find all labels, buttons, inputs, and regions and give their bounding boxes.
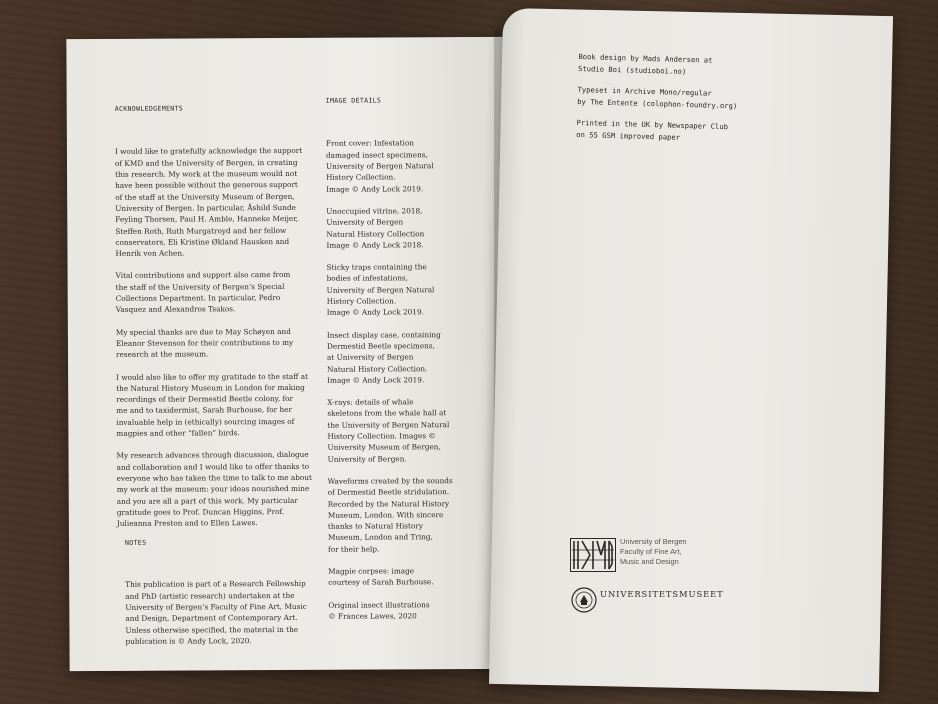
acknowledgements-line: Collections Department. In particular, Pedro — [115, 293, 281, 303]
acknowledgements-line: and collaboration and I would like to offer thanks to — [116, 461, 310, 472]
image-details-paragraph — [328, 475, 453, 555]
image-details-line: Insect display case, containing — [326, 329, 441, 340]
acknowledgements-line: magpies and other “fallen” birds. — [116, 428, 240, 438]
acknowledgements-heading: ACKNOWLEDGEMENTS — [114, 104, 184, 113]
image-details-line: courtesy of Sarah Burhouse. — [328, 577, 434, 588]
acknowledgements-paragraph — [116, 370, 312, 439]
acknowledgements-line: I would also like to offer my gratitude to the staff at — [116, 371, 309, 382]
image-details-line: skeletons from the whale hall at — [327, 408, 447, 419]
image-details-line: History Collection. Images © — [327, 431, 436, 441]
acknowledgements-line: invaluable help in (ethically) sourcing images of — [116, 416, 295, 427]
colophon-paragraph — [578, 51, 739, 78]
acknowledgements-line: everyone who has taken the time to talk to me about — [116, 472, 312, 483]
university-logo-line: University of Bergen — [620, 537, 687, 546]
acknowledgements-line: Steffen Roth, Ruth Murgatroyd and her fellow — [115, 225, 287, 236]
notes-line: University of Bergen’s Faculty of Fine Art, Music — [125, 601, 307, 612]
acknowledgements-paragraph — [115, 145, 311, 259]
notes-paragraph — [125, 578, 307, 647]
image-details-line: X-rays: details of whale — [327, 397, 414, 407]
image-details-line: Museum, London and Tring, — [327, 532, 433, 543]
acknowledgements-paragraph — [116, 269, 311, 315]
image-details-line: bodies of infestations, — [326, 273, 409, 284]
image-details-paragraph — [327, 261, 452, 318]
image-details-line: University of Bergen — [326, 217, 404, 228]
image-details-body — [326, 138, 454, 622]
acknowledgements-line: Julieanna Preston and to Ellen Lawes. — [116, 518, 258, 528]
image-details-line: Image © Andy Lock 2019. — [326, 183, 424, 194]
image-details-line: Image © Andy Lock 2018. — [326, 240, 424, 250]
image-details-line: Dermestid Beetle specimens, — [326, 341, 435, 351]
notes-body — [125, 578, 307, 647]
acknowledgements-paragraph — [116, 326, 311, 361]
notes-section — [125, 514, 307, 681]
image-details-paragraph — [326, 205, 451, 251]
image-details-line: for their help. — [327, 544, 380, 554]
image-details-line: Natural History Collection — [326, 228, 425, 239]
colophon-line: Book design by Mads Andersen at — [578, 52, 713, 65]
image-details-line: History Collection. — [326, 296, 397, 306]
notes-line: This publication is part of a Research Fellowship — [125, 579, 306, 590]
acknowledgements-line: I would like to gratefully acknowledge the support — [114, 146, 303, 157]
image-details-paragraph — [327, 396, 452, 464]
image-details-line: Natural History Collection. — [327, 363, 428, 374]
image-details-line: at University of Bergen — [326, 352, 414, 363]
acknowledgements-line: Vital contributions and support also came from — [115, 270, 291, 281]
acknowledgements-line: of KMD and the University of Bergen, in creating — [114, 157, 298, 168]
image-details-paragraph — [326, 138, 451, 195]
image-details-line: University of Bergen. — [327, 453, 407, 464]
acknowledgements-line: conservators, Eli Kristine Økland Hausken and — [115, 236, 290, 247]
colophon-line: Printed in the UK by Newspaper Club — [576, 117, 729, 132]
acknowledgements-section — [115, 80, 313, 563]
left-page — [66, 37, 505, 671]
image-details-paragraph — [328, 599, 453, 622]
image-details-line: damaged insect specimens, — [325, 150, 428, 160]
museum-seal-icon — [571, 587, 597, 617]
image-details-line: University Museum of Bergen, — [327, 442, 441, 453]
acknowledgements-line: University of Bergen. In particular, Åshild Sunde — [115, 202, 296, 213]
colophon-paragraph — [576, 117, 737, 144]
museum-name: UNIVERSITETSMUSEET — [600, 589, 724, 599]
image-details-line: Waveforms created by the sounds — [327, 476, 453, 486]
acknowledgements-line: and you are all a part of this work. My particular — [116, 495, 298, 506]
image-details-line: Sticky traps containing the — [326, 262, 427, 272]
notes-line: and Design, Department of Contemporary Art. — [125, 613, 298, 624]
image-details-paragraph — [328, 565, 453, 588]
acknowledgements-line: have been possible without the generous support — [115, 180, 298, 191]
colophon-paragraph — [577, 84, 738, 111]
acknowledgements-line: this research. My work at the museum would not — [115, 169, 298, 179]
image-details-line: University of Bergen Natural — [325, 161, 434, 171]
acknowledgements-line: my work at the museum: your ideas nourished mine — [116, 484, 310, 495]
image-details-line: Magpie corpses: image — [328, 566, 415, 576]
colophon — [576, 51, 739, 154]
image-details-line: Image © Andy Lock 2019. — [327, 375, 425, 385]
university-logo-line: Music and Design — [620, 557, 679, 566]
notes-heading: NOTES — [124, 538, 147, 547]
image-details-line: History Collection. — [326, 172, 396, 183]
acknowledgements-line: of the staff at the University Museum of Bergen, — [115, 191, 295, 202]
image-details-paragraph — [327, 329, 452, 386]
image-details-line: the University of Bergen Natural — [327, 419, 450, 430]
image-details-line: Museum, London. With sincere — [327, 509, 444, 520]
colophon-line: Studio Boi (studioboi.no) — [577, 63, 687, 76]
acknowledgements-line: Vasquez and Alexandros Tsakos. — [115, 304, 236, 315]
colophon-line: Typeset in Archive Mono/regular — [577, 85, 712, 98]
image-details-line: © Frances Lawes, 2020 — [328, 611, 417, 621]
image-details-line: University of Bergen Natural — [326, 284, 435, 295]
image-details-section — [326, 72, 454, 655]
acknowledgements-line: research at the museum. — [115, 349, 209, 360]
acknowledgements-line: Feyling Thorsen, Paul H. Amble, Hanneke Meijer, — [115, 214, 299, 225]
acknowledgements-line: My research advances through discussion, dialogue — [116, 450, 309, 461]
colophon-line: by The Entente (colophon-foundry.org) — [577, 96, 738, 110]
image-details-line: Image © Andy Lock 2019. — [326, 307, 424, 318]
image-details-line: of Dermestid Beetle stridulation. — [327, 487, 450, 497]
acknowledgements-line: me and to taxidermist, Sarah Burhouse, for her — [116, 405, 293, 416]
image-details-heading: IMAGE DETAILS — [325, 96, 382, 105]
acknowledgements-line: My special thanks are due to May Schøyen and — [115, 326, 291, 337]
acknowledgements-line: Eleanor Stevenson for their contributions to my — [115, 337, 294, 348]
colophon-line: on 55 GSM improved paper — [576, 129, 681, 142]
university-of-bergen-logo-text — [620, 537, 687, 567]
image-details-line: Recorded by the Natural History — [327, 498, 450, 509]
acknowledgements-line: the staff of the University of Bergen’s Special — [115, 281, 285, 292]
notes-line: and PhD (artistic research) undertaken at the — [125, 590, 295, 601]
image-details-line: Original insect illustrations — [328, 599, 430, 610]
acknowledgements-line: gratitude goes to Prof. Duncan Higgins, Prof. — [116, 506, 285, 517]
acknowledgements-line: the Natural History Museum in London for making — [116, 382, 305, 393]
acknowledgements-body — [115, 145, 312, 529]
acknowledgements-line: recordings of their Dermestid Beetle colony, for — [116, 394, 294, 405]
image-details-line: thanks to Natural History — [327, 521, 423, 531]
notes-line: Unless otherwise specified, the material in the — [125, 624, 299, 635]
university-logo-line: Faculty of Fine Art, — [620, 547, 682, 556]
acknowledgements-line: Henrik von Achen. — [115, 248, 185, 259]
image-details-line: Unoccupied vitrine, 2018, — [326, 206, 423, 216]
kmd-logo-icon — [570, 538, 616, 576]
notes-line: publication is © Andy Lock, 2020. — [125, 636, 252, 646]
image-details-line: Front cover: Infestation — [325, 138, 415, 149]
